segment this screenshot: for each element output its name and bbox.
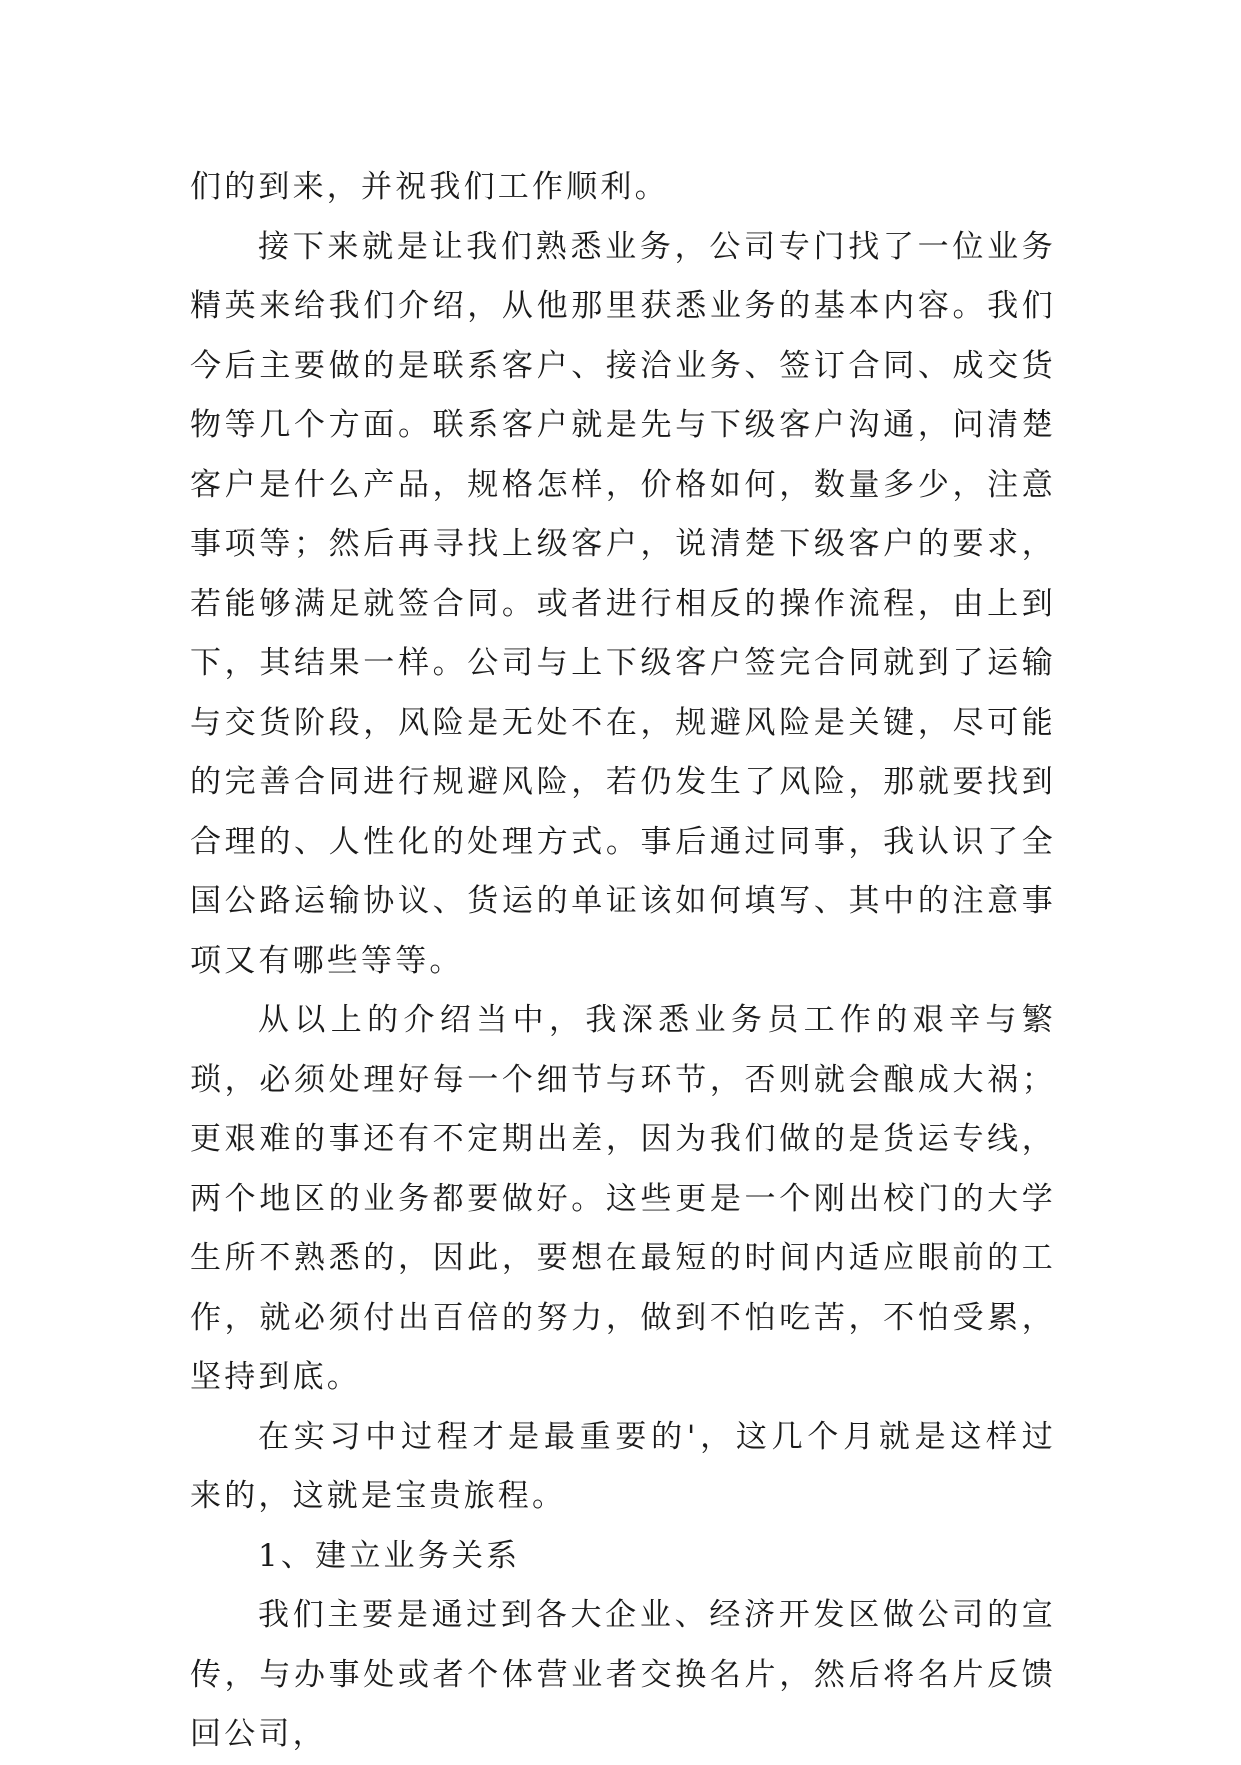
paragraph-promotion: 我们主要是通过到各大企业、经济开发区做公司的宣传，与办事处或者个体营业者交换名片，然后将名片反馈回公司，	[190, 1597, 1056, 1752]
paragraph-salesman-hardship: 从以上的介绍当中，我深悉业务员工作的艰辛与繁琐，必须处理好每一个细节与环节，否则就会酿成大祸；更艰难的事还有不定期出差，因为我们做的是货运专线，两个地区的业务都要做好。这些更是一个刚出校门的大学生所不熟悉的，因此，要想在最短的时间内适应眼前的工作，就必须付出百倍的努力，做到不怕吃苦，不怕受累，坚持到底。	[190, 1002, 1056, 1395]
paragraph-business-intro: 接下来就是让我们熟悉业务，公司专门找了一位业务精英来给我们介绍，从他那里获悉业务的基本内容。我们今后主要做的是联系客户、接洽业务、签订合同、成交货物等几个方面。联系客户就是先与下级客户沟通，问清楚客户是什么产品，规格怎样，价格如何，数量多少，注意事项等；然后再寻找上级客户，说清楚下级客户的要求，若能够满足就签合同。或者进行相反的操作流程，由上到下，其结果一样。公司与上下级客户签完合同就到了运输与交货阶段，风险是无处不在，规避风险是关键，尽可能的完善合同进行规避风险，若仍发生了风险，那就要找到合理的、人性化的处理方式。事后通过同事，我认识了全国公路运输协议、货运的单证该如何填写、其中的注意事项又有哪些等等。	[190, 228, 1056, 979]
document-body	[190, 158, 1056, 1765]
paragraph-internship-process: 在实习中过程才是最重要的'，这几个月就是这样过来的，这就是宝贵旅程。	[190, 1418, 1056, 1514]
section-heading-build-relations: 1、建立业务关系	[258, 1537, 521, 1574]
paragraph-continuation: 们的到来，并祝我们工作顺利。	[190, 169, 669, 205]
